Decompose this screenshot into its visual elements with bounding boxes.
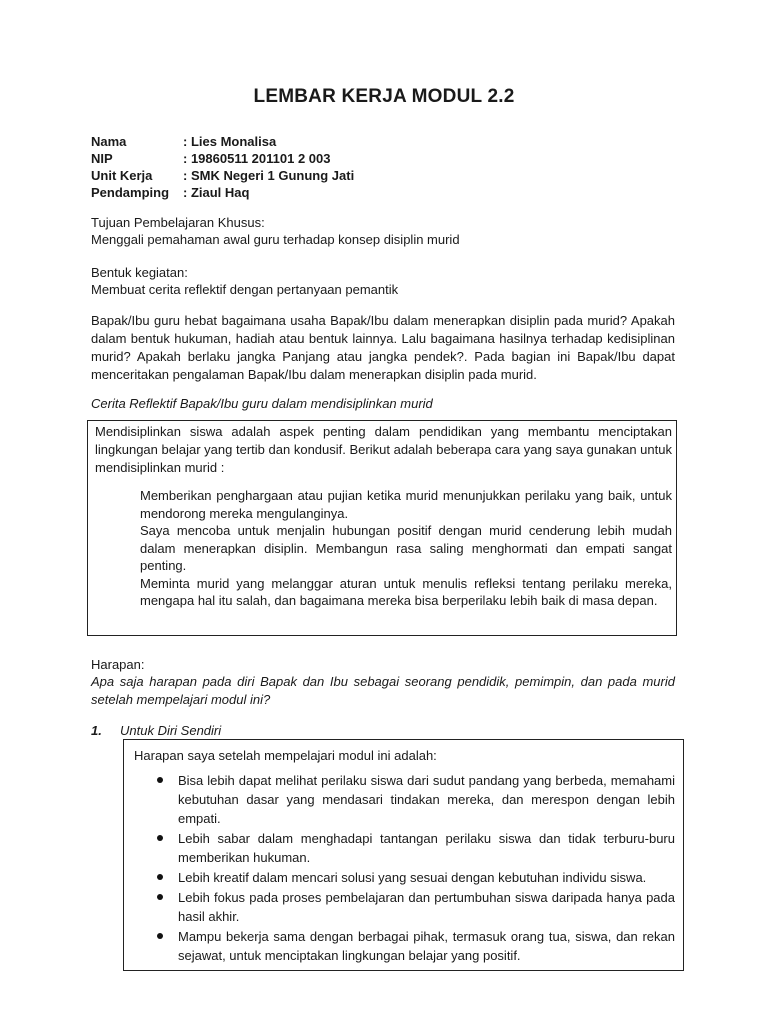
bullet-icon [157,777,163,783]
list-item [124,868,675,887]
identity-row-unit [91,167,354,184]
identity-row-name [91,133,354,150]
identity-row-mentor [91,184,354,201]
identity-value: : Lies Monalisa [183,134,277,149]
activity-heading: Bentuk kegiatan: [91,265,188,280]
list-item-text: Lebih sabar dalam menghadapi tantangan perilaku siswa dan tidak terburu-buru memberikan hukuman. [178,831,675,865]
identity-label: NIP [91,151,113,166]
self-hope-list [124,771,675,966]
story-box [87,420,677,636]
prompt-paragraph: Bapak/Ibu guru hebat bagaimana usaha Bapak/Ibu dalam menerapkan disiplin pada murid? Apakah dalam bentuk hukuman, hadiah atau bentuk lainnya. Lalu bagaimana hasilnya terhadap kedisiplinan murid? Apakah berlaku jangka Panjang atau jangka pendek?. Pada bagian ini Bapak/Ibu dapat menceritakan pengalaman Bapak/Ibu dalam menerapkan disiplin pada murid. [91,313,675,382]
section-number: 1. [91,723,102,738]
activity-text: Membuat cerita reflektif dengan pertanyaan pemantik [91,282,399,297]
identity-label: Nama [91,134,127,149]
identity-value: : Ziaul Haq [183,185,250,200]
section-title: Untuk Diri Sendiri [120,723,222,738]
self-hope-intro: Harapan saya setelah mempelajari modul ini adalah: [134,748,437,763]
list-item [124,888,675,926]
story-item: Memberikan penghargaan atau pujian ketika murid menunjukkan perilaku yang baik, untuk mendorong mereka mengulanginya. [140,488,672,521]
story-intro: Mendisiplinkan siswa adalah aspek penting dalam pendidikan yang membantu menciptakan lingkungan belajar yang tertib dan kondusif. Berikut adalah beberapa cara yang saya gunakan untuk mendisiplinkan murid : [95,424,672,475]
bullet-icon [157,894,163,900]
list-item-text: Lebih fokus pada proses pembelajaran dan pertumbuhan siswa daripada hanya pada hasil akhir. [178,890,675,924]
page-title: LEMBAR KERJA MODUL 2.2 [253,86,515,107]
story-item: Saya mencoba untuk menjalin hubungan positif dengan murid cenderung lebih mudah dalam menerapkan disiplin. Membangun rasa saling menghormati dan empati sangat penting. [140,523,672,573]
list-item-text: Lebih kreatif dalam mencari solusi yang sesuai dengan kebutuhan individu siswa. [178,870,647,885]
objective-heading: Tujuan Pembelajaran Khusus: [91,215,265,230]
list-item [124,927,675,965]
objective-text: Menggali pemahaman awal guru terhadap konsep disiplin murid [91,232,460,247]
bullet-icon [157,835,163,841]
identity-block [91,133,354,201]
bullet-icon [157,933,163,939]
story-items [140,487,672,610]
list-item-text: Bisa lebih dapat melihat perilaku siswa dari sudut pandang yang berbeda, memahami kebutuhan dasar yang mendasari tindakan mereka, dan merespon dengan lebih empati. [178,773,675,826]
self-hope-box [123,739,684,971]
list-item [124,771,675,828]
hope-heading: Harapan: [91,657,145,672]
identity-value: : 19860511 201101 2 003 [183,151,331,166]
identity-value: : SMK Negeri 1 Gunung Jati [183,168,355,183]
identity-label: Unit Kerja [91,168,153,183]
hope-question: Apa saja harapan pada diri Bapak dan Ibu sebagai seorang pendidik, pemimpin, dan pada murid setelah mempelajari modul ini? [91,674,675,707]
identity-label: Pendamping [91,185,170,200]
list-item-text: Mampu bekerja sama dengan berbagai pihak, termasuk orang tua, siswa, dan rekan sejawat, untuk menciptakan lingkungan belajar yang positif. [178,929,675,963]
identity-row-nip [91,150,354,167]
bullet-icon [157,874,163,880]
list-item [124,829,675,867]
story-item: Meminta murid yang melanggar aturan untuk menulis refleksi tentang perilaku mereka, mengapa hal itu salah, dan bagaimana mereka bisa berperilaku lebih baik di masa depan. [140,575,672,608]
story-heading: Cerita Reflektif Bapak/Ibu guru dalam mendisiplinkan murid [91,396,433,411]
